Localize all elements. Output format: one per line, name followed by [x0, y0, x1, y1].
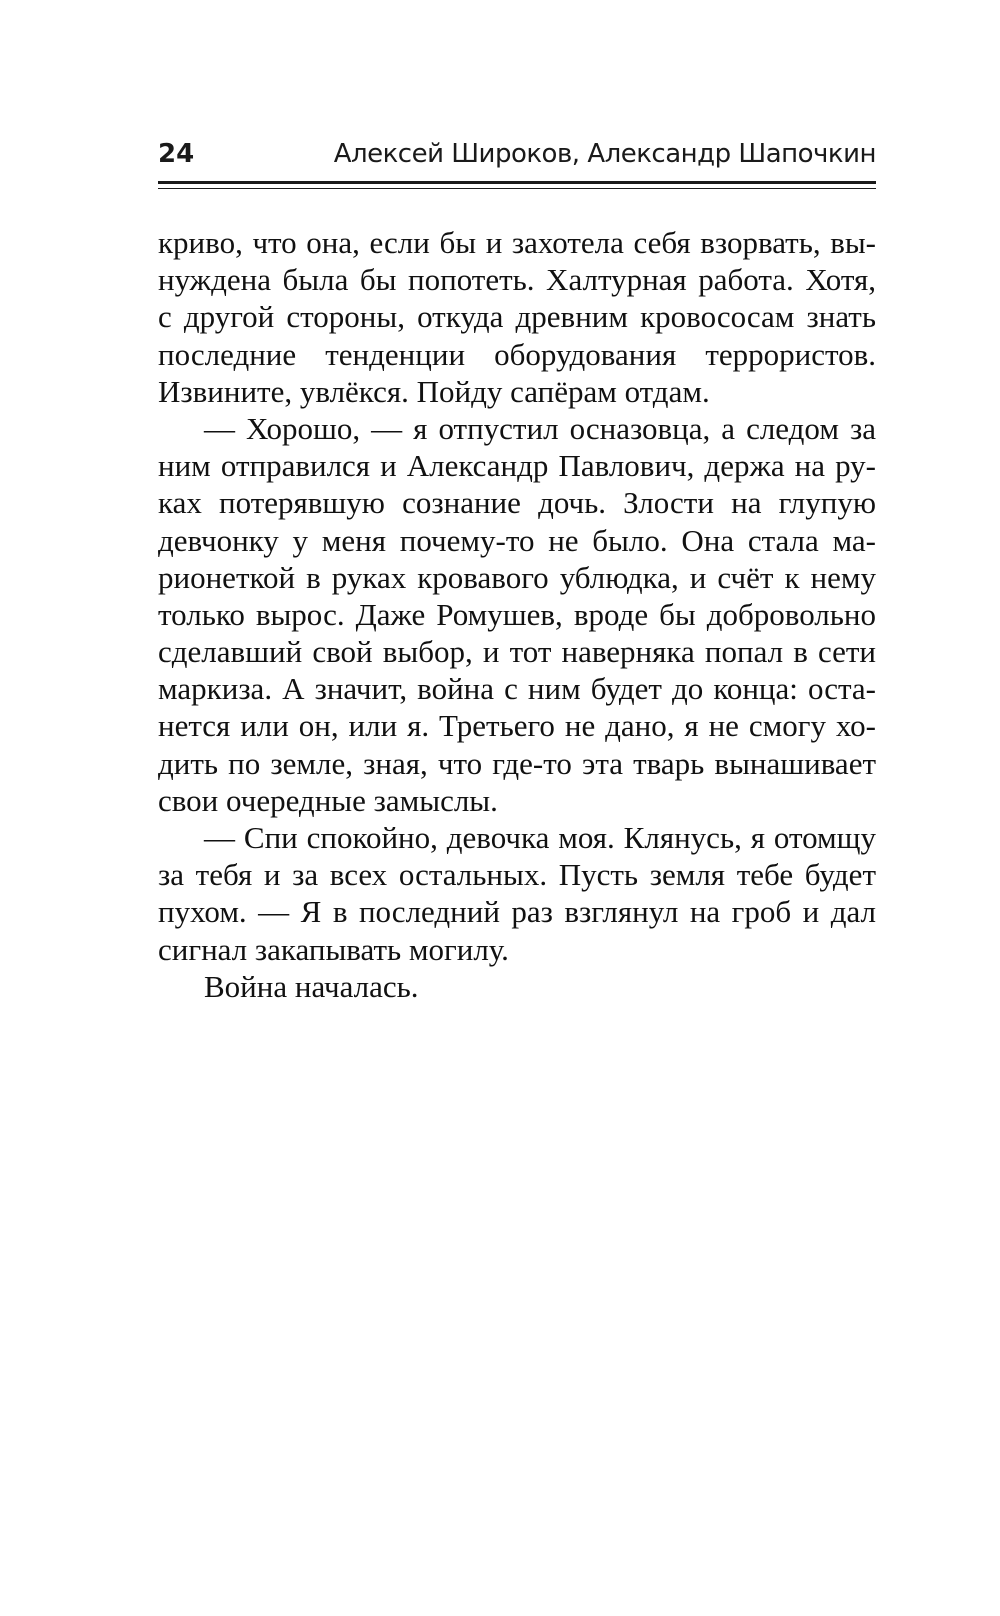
text-line: нется или он, или я. Третьего не дано, я не смогу хо- [158, 708, 876, 744]
text-line: рионеткой в руках кровавого ублюдка, и счёт к нему [158, 559, 876, 595]
text-line: сделавший свой выбор, и тот наверняка попал в сети [158, 634, 876, 670]
text-line: свои очередные замыслы. [158, 782, 498, 818]
running-header [158, 132, 876, 176]
text-line: маркиза. А значит, война с ним будет до конца: оста- [158, 671, 876, 707]
header-rule-thin [158, 188, 876, 189]
page-number: 24 [158, 139, 195, 169]
body-text [158, 224, 876, 1005]
text-line: Извините, увлёкся. Пойду сапёрам отдам. [158, 373, 710, 409]
paragraph [158, 410, 876, 819]
text-line: пухом. — Я в последний раз взглянул на гроб и дал [158, 894, 876, 930]
paragraph [158, 224, 876, 410]
text-line: криво, что она, если бы и захотела себя взорвать, вы- [158, 225, 876, 260]
text-line: ним отправился и Александр Павлович, держа на ру- [158, 448, 876, 484]
header-rule-thick [158, 181, 876, 184]
paragraph [158, 819, 876, 968]
text-line: Война началась. [204, 968, 419, 1004]
text-line: девчонку у меня почему-то не было. Она стала ма- [158, 522, 876, 558]
text-line: ках потерявшую сознание дочь. Злости на глупую [158, 485, 876, 521]
text-line: сигнал закапывать могилу. [158, 931, 509, 967]
text-line: — Спи спокойно, девочка моя. Клянусь, я отомщу [204, 820, 876, 855]
paragraph [158, 968, 876, 1005]
text-line: нуждена была бы попотеть. Халтурная работа. Хотя, [158, 262, 876, 298]
text-line: — Хорошо, — я отпустил осназовца, а следом за [204, 410, 876, 446]
text-line: только вырос. Даже Ромушев, вроде бы добровольно [158, 596, 876, 632]
text-line: за тебя и за всех остальных. Пусть земля тебе будет [158, 857, 876, 893]
header-authors: Алексей Широков, Александр Шапочкин [333, 139, 876, 169]
text-line: с другой стороны, откуда древним кровососам знать [158, 299, 876, 335]
text-line: последние тенденции оборудования террористов. [158, 336, 876, 372]
text-line: дить по земле, зная, что где-то эта тварь вынашивает [158, 745, 876, 781]
